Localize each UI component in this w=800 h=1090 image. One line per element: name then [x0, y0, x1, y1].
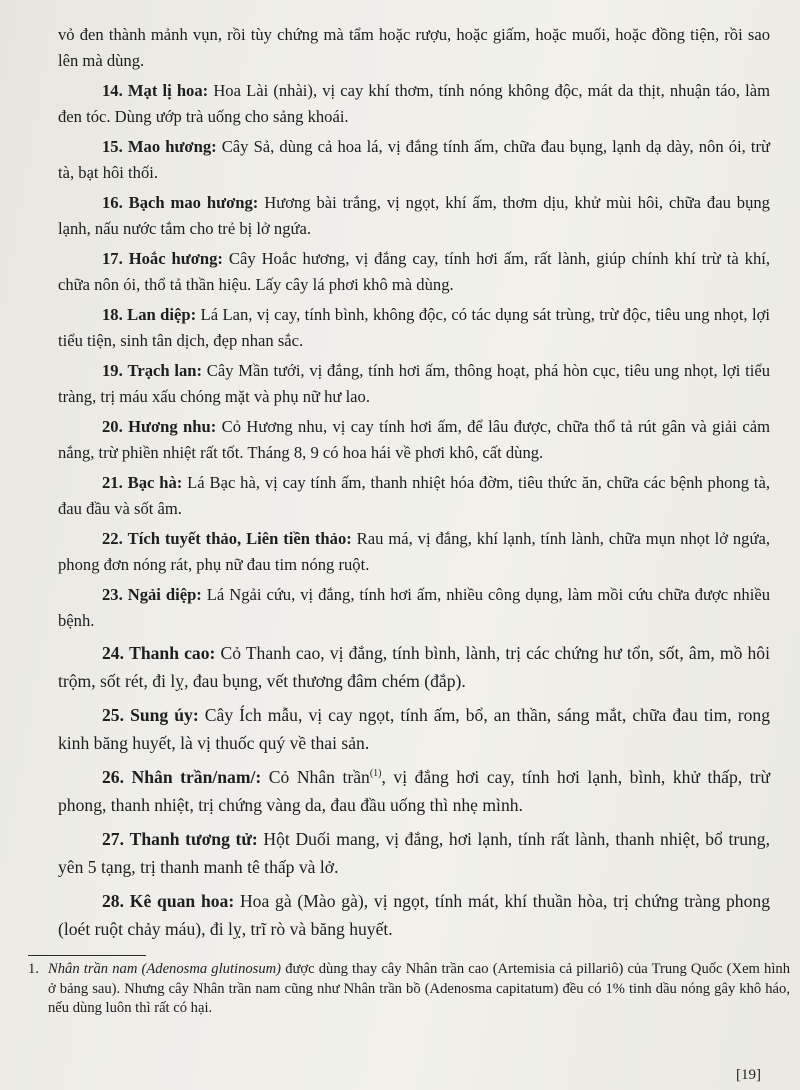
entry-text-cont: , vị đắng hơi cay, tính hơi lạnh, bình, khử thấp, trừ phong, thanh nhiệt, trị chứng vàng da, đau đầu uống thì nhẹ mình. — [58, 767, 770, 815]
entry-heading: Thanh cao: — [129, 643, 216, 663]
footnote-number: 1. — [28, 961, 39, 977]
entry-24 — [58, 640, 770, 695]
entry-heading: Lan diệp: — [127, 305, 197, 324]
entry-heading: Sung úy: — [130, 705, 199, 725]
entry-number: 19. — [102, 361, 123, 380]
entry-number: 26. — [102, 767, 124, 787]
entry-number: 18. — [102, 305, 123, 324]
footnote-ref: (1) — [369, 768, 382, 780]
entry-14 — [58, 78, 770, 129]
entry-number: 21. — [102, 473, 123, 492]
entry-heading: Nhân trần/nam/: — [131, 767, 262, 787]
page-body — [58, 22, 770, 943]
entry-19 — [58, 358, 770, 409]
entry-number: 25. — [102, 705, 124, 725]
entry-text: Lá Ngải cứu, vị đắng, tính hơi ấm, nhiều công dụng, làm mồi cứu chữa được nhiều bệnh. — [58, 585, 770, 630]
entry-27 — [58, 826, 770, 881]
entry-heading: Bạch mao hương: — [128, 193, 259, 212]
entry-number: 20. — [102, 417, 123, 436]
page-number: [19] — [736, 1067, 761, 1083]
entry-28 — [58, 888, 770, 943]
entry-21 — [58, 470, 770, 521]
entry-number: 24. — [102, 643, 124, 663]
footnote-text: được dùng thay cây Nhân trần cao (Artemisia cả pillariô) của Trung Quốc (Xem hình ở bảng sau). Nhưng cây Nhân trần nam cũng như Nhân trần bồ (Adenosma capitatum) đều có 1% tinh dầu nóng gây khô háo, nếu dùng luôn thì rất có hại. — [48, 961, 790, 1016]
entry-16 — [58, 190, 770, 241]
entry-text: Cỏ Hương nhu, vị cay tính hơi ấm, để lâu được, chữa thổ tả rút gân và giải cảm nắng, trừ phiền nhiệt rất tốt. Tháng 8, 9 có hoa hái về phơi khô, cất dùng. — [58, 417, 770, 462]
entry-heading: Hương nhu: — [128, 417, 217, 436]
entry-heading: Bạc hà: — [127, 473, 183, 492]
entry-17 — [58, 246, 770, 297]
entry-number: 27. — [102, 829, 124, 849]
entry-heading: Mao hương: — [127, 137, 217, 156]
entry-text: Cây Mần tưới, vị đắng, tính hơi ấm, thông hoạt, phá hòn cục, tiêu ung nhọt, lợi tiểu tràng, trị máu xấu chóng mặt và phụ nữ hư lao. — [58, 361, 770, 406]
entry-number: 23. — [102, 585, 123, 604]
entry-text: Cỏ Nhân trần — [261, 767, 370, 787]
entry-number: 22. — [102, 529, 123, 548]
entry-number: 16. — [102, 193, 123, 212]
entry-heading: Trạch lan: — [127, 361, 203, 380]
entry-18 — [58, 302, 770, 353]
footnote-divider — [28, 955, 146, 956]
entry-text: Lá Lan, vị cay, tính bình, không độc, có tác dụng sát trùng, trừ độc, tiêu ung nhọt, lợi tiểu tiện, sinh tân dịch, đẹp nhan sắc. — [58, 305, 770, 350]
entry-text: Rau má, vị đắng, khí lạnh, tính lành, chữa mụn nhọt lở ngứa, phong đơn nóng rát, phụ nữ đau tim nóng ruột. — [58, 529, 770, 574]
entry-number: 17. — [102, 249, 123, 268]
entry-heading: Mạt lị hoa: — [127, 81, 209, 100]
entry-number: 15. — [102, 137, 123, 156]
entry-20 — [58, 414, 770, 465]
footnote-italic: Nhân trần nam (Adenosma glutinosum) — [48, 961, 282, 977]
entry-heading: Ngải diệp: — [127, 585, 202, 604]
entry-text: Hột Duối mang, vị đắng, hơi lạnh, tính rất lành, thanh nhiệt, bổ trung, yên 5 tạng, trị thanh manh tê thấp và lở. — [58, 829, 771, 877]
intro-paragraph: vỏ đen thành mảnh vụn, rồi tùy chứng mà tẩm hoặc rượu, hoặc giấm, hoặc muối, hoặc đồng tiện, rồi sao lên mà dùng. — [58, 25, 770, 70]
entry-26 — [58, 764, 770, 819]
entry-text: Hương bài trắng, vị ngọt, khí ấm, thơm dịu, khử mùi hôi, chữa đau bụng lạnh, nấu nước tắm cho trẻ bị lở ngứa. — [58, 193, 770, 238]
footnote — [28, 960, 790, 1019]
entry-heading: Kê quan hoa: — [129, 891, 235, 911]
entry-number: 14. — [102, 81, 123, 100]
entry-text: Lá Bạc hà, vị cay tính ấm, thanh nhiệt hóa đờm, tiêu thức ăn, chữa các bệnh phong tà, đau đầu và sốt âm. — [58, 473, 771, 518]
entry-heading: Thanh tương tử: — [129, 829, 258, 849]
entry-23 — [58, 582, 770, 633]
entry-heading: Hoắc hương: — [128, 249, 223, 268]
entry-text: Cỏ Thanh cao, vị đắng, tính bình, lành, trị các chứng hư tổn, sốt, âm, mồ hôi trộm, sốt rét, đi lỵ, đau bụng, vết thương đâm chém (đắp). — [58, 643, 770, 691]
entry-25 — [58, 702, 770, 757]
entry-number: 28. — [102, 891, 124, 911]
entry-text: Hoa Lài (nhài), vị cay khí thơm, tính nóng không độc, mát da thịt, nhuận táo, làm đen tóc. Dùng ướp trà uống cho sảng khoái. — [58, 81, 770, 126]
entry-text: Cây Ích mẫu, vị cay ngọt, tính ấm, bổ, an thần, sáng mắt, chữa đau tim, rong kinh băng huyết, là vị thuốc quý về thai sản. — [58, 705, 770, 753]
entry-22 — [58, 526, 770, 577]
entry-text: Hoa gà (Mào gà), vị ngọt, tính mát, khí thuần hòa, trị chứng tràng phong (loét ruột chảy máu), đi lỵ, trĩ rò và băng huyết. — [58, 891, 770, 939]
entry-15 — [58, 134, 770, 185]
entry-heading: Tích tuyết thảo, Liên tiền thảo: — [127, 529, 352, 548]
entry-text: Cây Hoắc hương, vị đắng cay, tính hơi ấm, rất lành, giúp chính khí trừ tà khí, chữa nôn ói, thổ tả thần hiệu. Lấy cây lá phơi khô mà dùng. — [58, 249, 770, 294]
entry-text: Cây Sả, dùng cả hoa lá, vị đắng tính ấm, chữa đau bụng, lạnh dạ dày, nôn ói, trừ tà, bạt hôi thối. — [58, 137, 770, 182]
